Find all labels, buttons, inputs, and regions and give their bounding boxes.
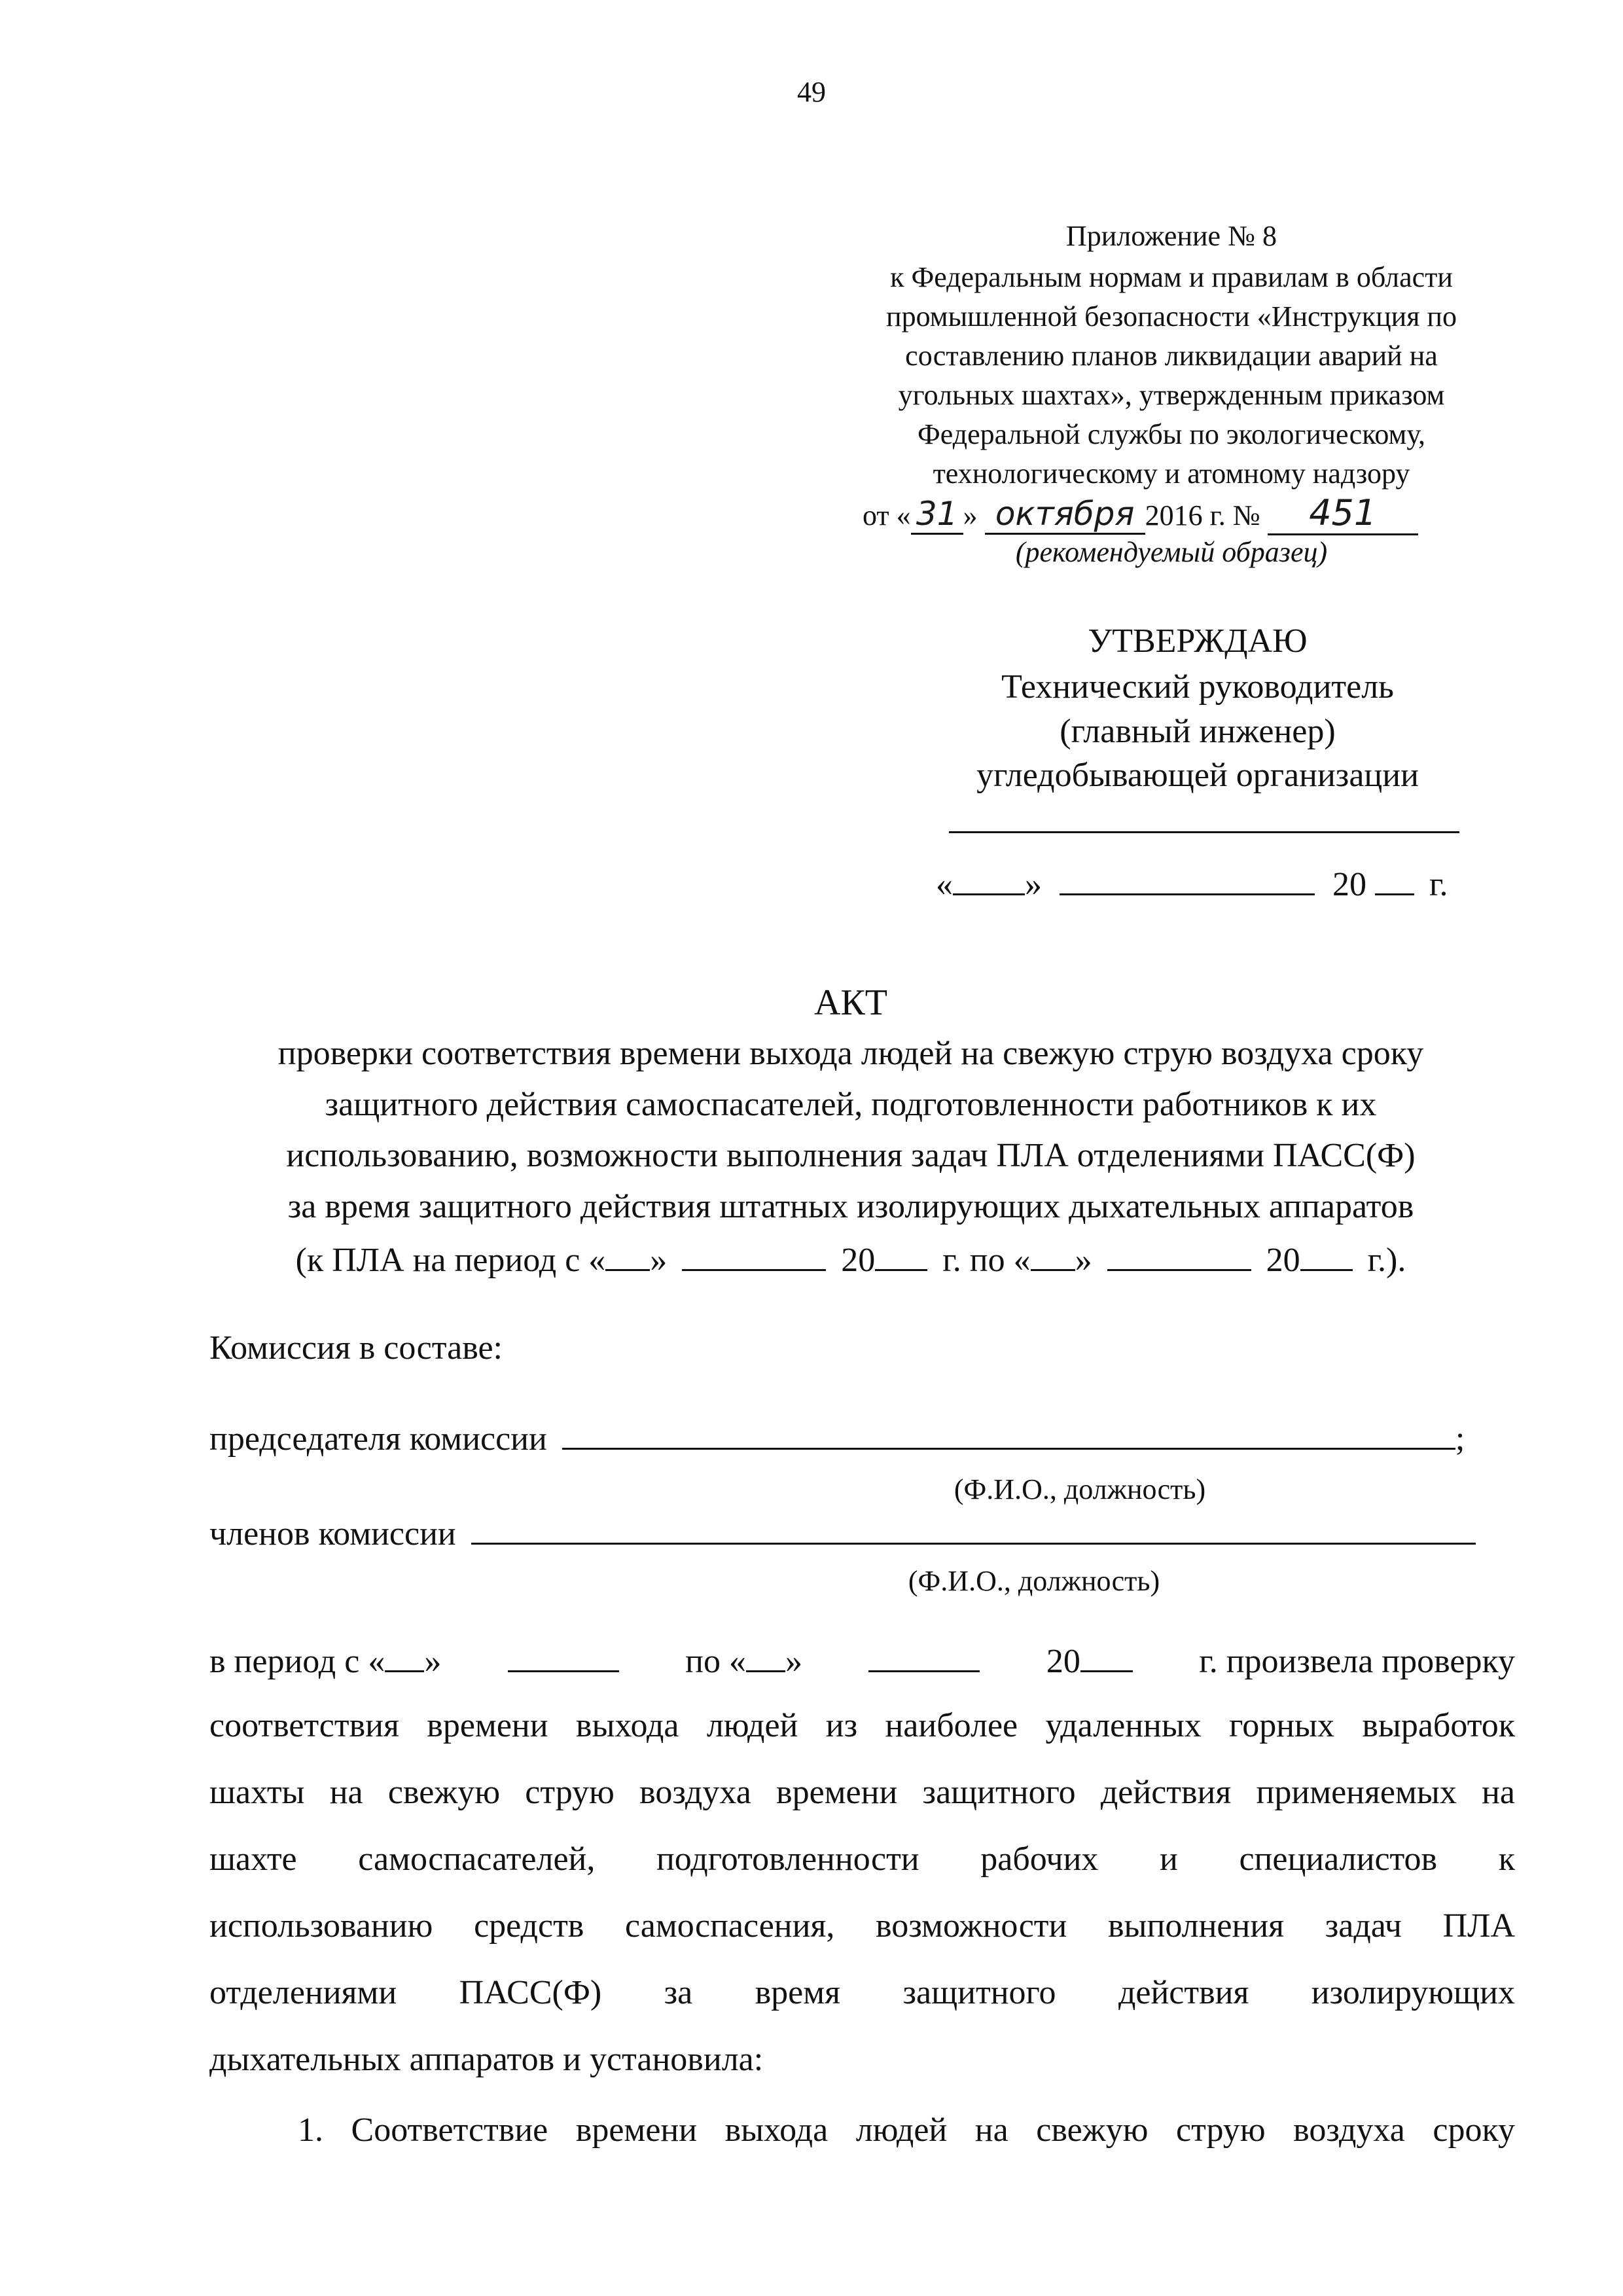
chair-blank [562,1417,1455,1450]
appendix-line-1: к Федеральным нормам и правилам в области [890,261,1453,293]
appendix-line-6: технологическому и атомному надзору [933,457,1410,490]
approval-line-3: угледобывающей организации [976,757,1419,794]
p1-month-from-blank [508,1640,619,1672]
act-title-line-4: за время защитного действия штатных изолирующих дыхательных аппаратов [287,1188,1414,1225]
period-year-from-blank [875,1238,927,1271]
act-title-line-1: проверки соответствия времени выхода людей на свежую струю воздуха сроку [277,1035,1424,1072]
period-e: » [1075,1241,1092,1279]
members-caption: (Ф.И.О., должность) [908,1565,1160,1597]
chair-end: ; [1455,1420,1465,1458]
date-year: 2016 г. № [1145,499,1268,531]
act-title-line-2: защитного действия самоспасателей, подготовленности работников к их [325,1086,1377,1123]
paragraph-line-7: дыхательных аппаратов и установила: [209,2041,764,2078]
appendix-date-line [863,492,1418,535]
period-day-from-blank [605,1238,650,1271]
approval-year-suffix: г. [1429,865,1448,903]
paragraph-line-4: шахте самоспасателей, подготовленности рабочих и специалистов к [209,1840,1515,1878]
chair-line [209,1417,1465,1458]
approval-signature-line [949,831,1459,833]
paragraph-line-5: использованию средств самоспасения, возможности выполнения задач ПЛА [209,1907,1515,1945]
members-line [209,1512,1476,1553]
commission-heading: Комиссия в составе: [209,1329,503,1367]
paragraph-line-3: шахты на свежую струю воздуха времени защитного действия применяемых на [209,1774,1515,1811]
period-day-to-blank [1031,1238,1075,1271]
approval-date-close: » [1025,865,1042,903]
p1-day-to-blank [746,1640,785,1672]
approval-day-blank [953,863,1025,895]
p1-month-to-blank [868,1640,980,1672]
approval-month-blank [1060,863,1315,895]
approval-year: 20 [1332,865,1366,903]
appendix-line-4: угольных шахтах», утвержденным приказом [898,379,1445,411]
period-d: г. по « [942,1241,1031,1279]
approval-year-blank [1375,863,1414,895]
appendix-line-5: Федеральной службы по экологическому, [918,418,1425,450]
appendix-line-3: составлению планов ликвидации аварий на [905,340,1438,372]
period-a: (к ПЛА на период с « [295,1241,606,1279]
p1-a: в период с « [209,1642,385,1680]
approval-date-open: « [936,865,953,903]
period-year-to-blank [1300,1238,1353,1271]
act-heading: АКТ [814,982,887,1023]
p1-c: по « [685,1642,746,1680]
page-number: 49 [797,76,826,108]
p1-f: г. произвела проверку [1199,1642,1515,1680]
approval-line-2: (главный инженер) [1060,713,1336,750]
period-f: 20 [1266,1241,1300,1279]
order-number-handwritten: 451 [1268,492,1418,535]
p1-day-from-blank [385,1640,424,1672]
period-month-to-blank [1107,1238,1251,1271]
approval-line-1: Технический руководитель [1001,668,1394,706]
chair-caption: (Ф.И.О., должность) [954,1473,1206,1505]
period-g: г.). [1367,1241,1406,1279]
p1-d: » [785,1642,802,1680]
paragraph-line-2: соответствия времени выхода людей из наиболее удаленных горных выработок [209,1707,1515,1744]
date-day-handwritten: 31 [911,495,963,535]
period-c: 20 [841,1241,876,1279]
members-blank [471,1512,1476,1545]
act-period-line [164,1238,1538,1280]
paragraph-line-1 [209,1640,1515,1681]
date-month-handwritten: октября [985,495,1145,535]
appendix-title: Приложение № 8 [1065,220,1277,252]
act-title-line-3: использованию, возможности выполнения задач ПЛА отделениями ПАСС(Ф) [286,1137,1416,1174]
approval-heading: УТВЕРЖДАЮ [1088,622,1308,660]
period-month-from-blank [682,1238,826,1271]
paragraph-line-6: отделениями ПАСС(Ф) за время защитного действия изолирующих [209,1974,1515,2011]
p1-year-blank [1080,1640,1133,1672]
appendix-line-2: промышленной безопасности «Инструкция по [886,300,1457,332]
approval-date-line [936,863,1448,904]
item-1: 1. Соответствие времени выхода людей на свежую струю воздуха сроку [298,2111,1515,2149]
date-mid: » [963,499,985,531]
period-b: » [650,1241,668,1279]
members-label: членов комиссии [209,1515,456,1552]
p1-e: 20 [1046,1642,1080,1680]
p1-b: » [424,1642,442,1680]
date-prefix: от « [863,499,911,531]
sample-note: (рекомендуемый образец) [1015,536,1328,568]
chair-label: председателя комиссии [209,1420,547,1458]
